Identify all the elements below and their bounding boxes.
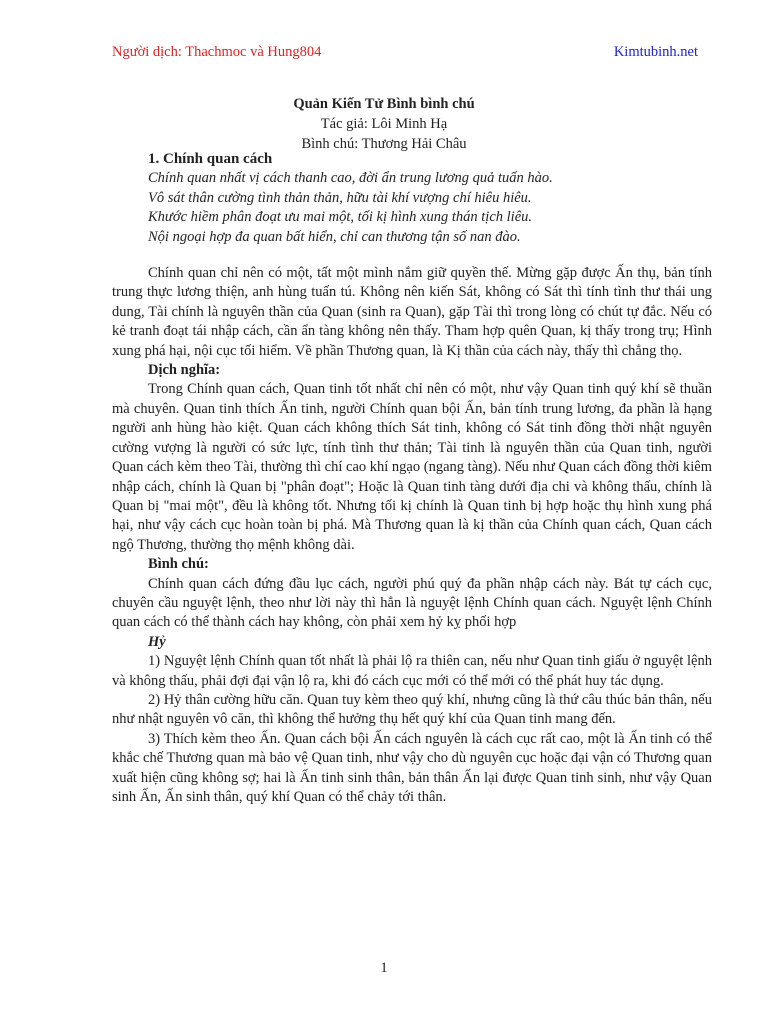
commentator-line: Bình chú: Thương Hải Châu [301,136,467,152]
poem [112,169,712,247]
poem-line: Chính quan nhất vị cách thanh cao, đời ẩn trung lương quả tuấn hào. [148,170,553,187]
list-item: 2) Hỷ thân cường hữu căn. Quan tuy kèm theo quý khí, nhưng cũng là thứ câu thúc bản thân, nếu như nhật nguyên vô căn, thì không thể hưởng thụ hết quý khí của Quan tinh mang đến. [112,691,712,728]
list-item: 3) Thích kèm theo Ấn. Quan cách bội Ấn cách nguyên là cách cục rất cao, một là Ấn tinh có thể khắc chế Thương quan mà bảo vệ Quan tinh, như vậy cho dù nguyên cục hoặc đại vận có Thương quan xuất hiện cũng không sợ; hai là Ấn tinh sinh thân, bản thân Ấn lại được Quan tinh sinh, như vậy Quan sinh Ấn, Ấn sinh thân, quý khí Quan có thể chảy tới thân. [112,730,712,805]
paragraph: Chính quan chỉ nên có một, tất một mình nắm giữ quyền thế. Mừng gặp được Ấn thụ, bản tính trung thực lương thiện, anh hùng tuấn tú. Không nên kiến Sát, không có Sát thì tính tình thư thái ung dung, Tài chính là nguyên thần của Quan (sinh ra Quan), gặp Tài thì trong lòng có chút tự đắc. Nếu có kẻ tranh đoạt tái nhập cách, cần ẩn tàng không nên thấy. Tham hợp quên Quan, kị thấy trong trụ; Hình xung phá hại, nội cục tối hiểm. Về phần Thương quan, là Kị thần của cách này, thấy thì chẳng thọ. [112,265,712,359]
author-line: Tác giả: Lôi Minh Hạ [320,116,448,132]
title-block [0,94,768,154]
document-title: Quản Kiến Tử Bình bình chú [293,96,475,112]
dich-nghia-heading: Dịch nghĩa: [148,362,221,379]
document-body [112,150,712,807]
poem-line: Nội ngoại hợp đa quan bất hiển, chỉ can thương tận số nan đào. [148,228,521,245]
paragraph: Chính quan cách đứng đầu lục cách, người phú quý đa phần nhập cách này. Bát tự cách cục, chuyên cầu nguyệt lệnh, theo như lời này thì hẳn là nguyệt lệnh Chính quan cách. Nguyệt lệnh Chính quan cách có thể thành cách hay không, còn phải xem hỷ kỵ phối hợp [112,575,712,631]
hy-heading: Hỷ [148,633,166,650]
translator-credit: Người dịch: Thachmoc và Hung804 [112,44,322,60]
poem-line: Khước hiềm phân đoạt ưu mai một, tối kị hình xung thán tịch liêu. [148,209,533,226]
poem-line: Vô sát thân cường tình thản thản, hữu tài khí vượng chí hiêu hiêu. [148,189,532,206]
list-item: 1) Nguyệt lệnh Chính quan tốt nhất là phải lộ ra thiên can, nếu như Quan tinh giấu ở nguyệt lệnh và không thấu, phải đợi đại vận lộ ra, khi đó cách cục mới có thể mới có thể phát huy tác dụng. [112,653,712,689]
binh-chu-heading: Bình chú: [148,556,209,573]
paragraph: Trong Chính quan cách, Quan tinh tốt nhất chỉ nên có một, như vậy Quan tinh quý khí sẽ thuần mà chuyên. Quan tinh thích Ấn tinh, người Chính quan bội Ấn, bản tính trung lương, đa phần là hạng người anh hùng hào kiệt. Quan cách không thích Sát tinh, không có Sát tinh đồng thời nhật nguyên cường vượng là người có sức lực, tính tình thư thản; Tài tinh là nguyên thần của Quan tinh, người Quan cách kèm theo Tài, thường thì chí cao khí ngạo (ngang tàng). Nếu như Quan cách đồng thời kiêm nhập cách, chính là Quan bị "phân đoạt"; Hoặc là Quan tinh tàng dưới địa chi và không thấu, chính là Quan bị "mai một", đều là không tốt. Nhưng tối kị chính là Quan tinh bị hợp hoặc thụ hình xung phá hại, như vậy cách cục hoàn toàn bị phá. Mà Thương quan là kị thần của Chính quan cách, Quan cách ngộ Thương, thường thọ mệnh không dài. [112,381,712,553]
site-name: Kimtubinh.net [613,44,698,60]
section-heading: 1. Chính quan cách [148,151,273,167]
page-number: 1 [380,960,388,976]
